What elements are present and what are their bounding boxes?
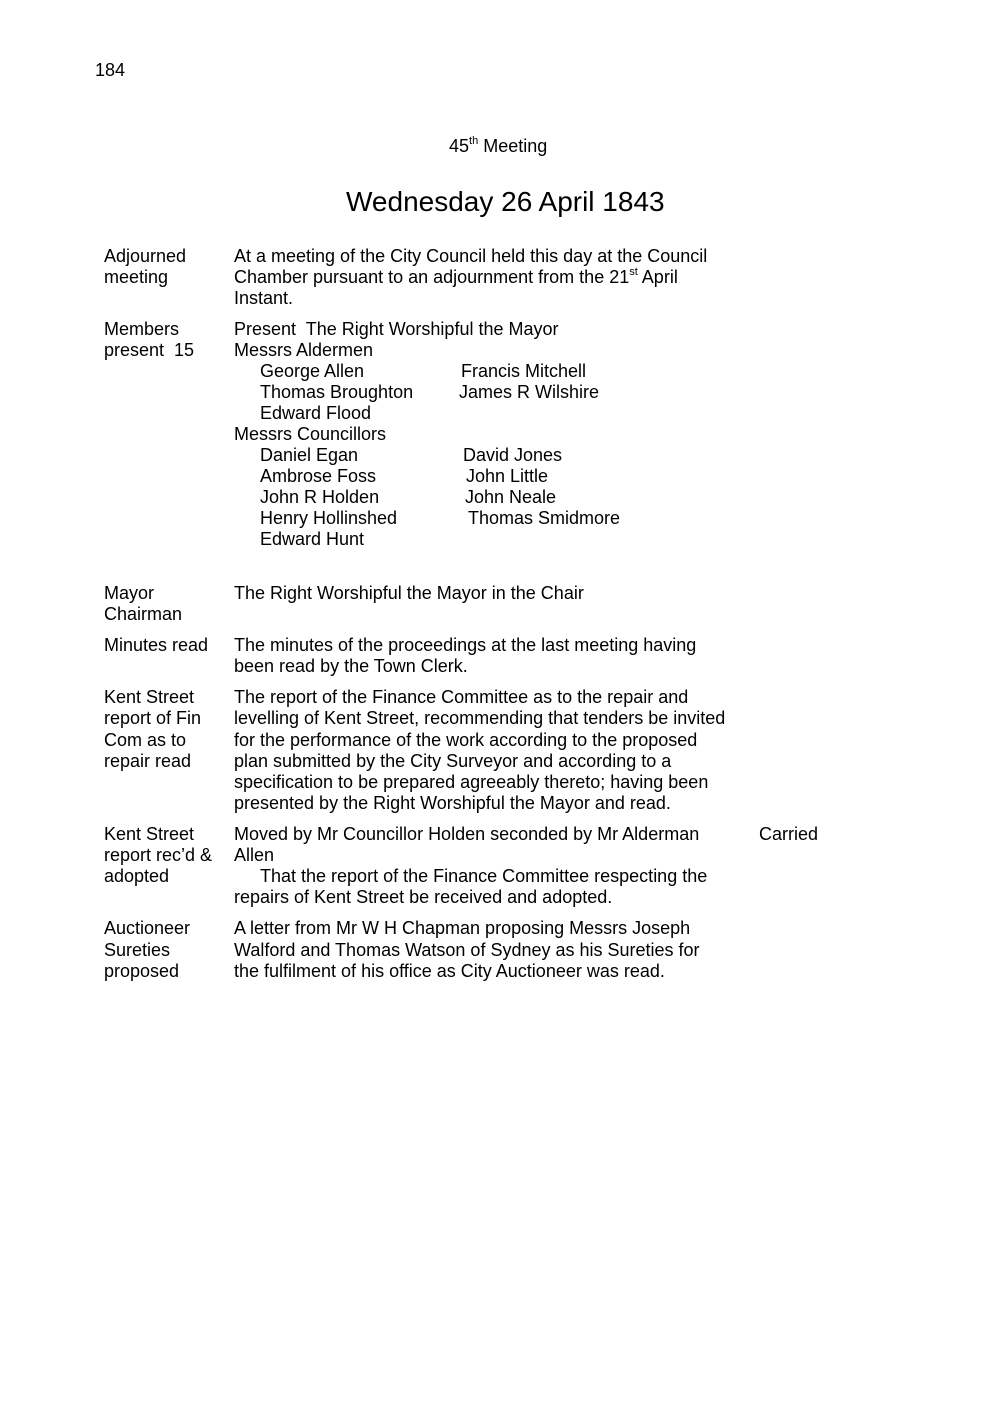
member-name: Edward Hunt bbox=[260, 529, 365, 549]
motion-result: Carried bbox=[759, 824, 819, 844]
body-line: Instant. bbox=[234, 288, 294, 308]
page-title: Wednesday 26 April 1843 bbox=[346, 186, 665, 217]
margin-note-line: Sureties bbox=[104, 940, 171, 960]
member-name: John Neale bbox=[465, 487, 557, 507]
body-line: Walford and Thomas Watson of Sydney as his Sureties for bbox=[234, 940, 700, 960]
member-name: George Allen bbox=[260, 361, 365, 381]
member-name: Henry Hollinshed bbox=[260, 508, 398, 528]
member-name: Ambrose Foss bbox=[260, 466, 377, 486]
body-line: That the report of the Finance Committee respecting the bbox=[260, 866, 708, 886]
body-line: repairs of Kent Street be received and adopted. bbox=[234, 887, 613, 907]
body-line: presented by the Right Worshipful the Mayor and read. bbox=[234, 793, 671, 813]
margin-note-line: proposed bbox=[104, 961, 180, 981]
margin-note-line: present 15 bbox=[104, 340, 195, 360]
meeting-number-suffix: th bbox=[469, 135, 479, 147]
margin-note-line: Kent Street bbox=[104, 824, 195, 844]
margin-note-line: Auctioneer bbox=[104, 918, 191, 938]
aldermen-heading: Messrs Aldermen bbox=[234, 340, 374, 360]
body-line: Allen bbox=[234, 845, 275, 865]
margin-note-line: adopted bbox=[104, 866, 170, 886]
margin-note-line: Adjourned bbox=[104, 246, 187, 266]
body-text: April bbox=[637, 267, 678, 287]
meeting-number: 45 bbox=[449, 136, 470, 156]
body-text: Chamber pursuant to an adjournment from the 21 bbox=[234, 267, 630, 287]
meeting-word: Meeting bbox=[483, 136, 548, 156]
member-name: John Little bbox=[466, 466, 549, 486]
margin-note-line: Com as to bbox=[104, 730, 187, 750]
member-name: David Jones bbox=[463, 445, 563, 465]
margin-note-line: report rec’d & bbox=[104, 845, 213, 865]
member-name: Thomas Broughton bbox=[260, 382, 414, 402]
body-line: for the performance of the work according to the proposed bbox=[234, 730, 698, 750]
meeting-heading bbox=[449, 136, 547, 157]
body-line: levelling of Kent Street, recommending that tenders be invited bbox=[234, 708, 726, 728]
councillors-heading: Messrs Councillors bbox=[234, 424, 387, 444]
body-line: The Right Worshipful the Mayor in the Chair bbox=[234, 583, 584, 603]
body-line bbox=[234, 267, 678, 288]
member-name: Francis Mitchell bbox=[461, 361, 587, 381]
body-line: A letter from Mr W H Chapman proposing Messrs Joseph bbox=[234, 918, 691, 938]
body-line: Moved by Mr Councillor Holden seconded by Mr Alderman bbox=[234, 824, 700, 844]
member-name: James R Wilshire bbox=[459, 382, 600, 402]
body-line: specification to be prepared agreeably thereto; having been bbox=[234, 772, 709, 792]
present-line: Present The Right Worshipful the Mayor bbox=[234, 319, 559, 339]
member-name: John R Holden bbox=[260, 487, 380, 507]
body-line: The minutes of the proceedings at the last meeting having bbox=[234, 635, 697, 655]
body-line: been read by the Town Clerk. bbox=[234, 656, 468, 676]
margin-note-line: Kent Street bbox=[104, 687, 195, 707]
member-name: Edward Flood bbox=[260, 403, 372, 423]
ordinal-suffix: st bbox=[629, 266, 638, 278]
member-name: Thomas Smidmore bbox=[468, 508, 621, 528]
member-name: Daniel Egan bbox=[260, 445, 359, 465]
body-line: plan submitted by the City Surveyor and according to a bbox=[234, 751, 672, 771]
body-line: At a meeting of the City Council held this day at the Council bbox=[234, 246, 708, 266]
body-line: the fulfilment of his office as City Auctioneer was read. bbox=[234, 961, 665, 981]
margin-note-line: Members bbox=[104, 319, 180, 339]
margin-note-line: report of Fin bbox=[104, 708, 202, 728]
margin-note-line: repair read bbox=[104, 751, 192, 771]
margin-note-line: Mayor bbox=[104, 583, 155, 603]
margin-note-line: Minutes read bbox=[104, 635, 209, 655]
page-number: 184 bbox=[95, 60, 126, 80]
margin-note-line: meeting bbox=[104, 267, 169, 287]
margin-note-line: Chairman bbox=[104, 604, 183, 624]
body-line: The report of the Finance Committee as to the repair and bbox=[234, 687, 689, 707]
